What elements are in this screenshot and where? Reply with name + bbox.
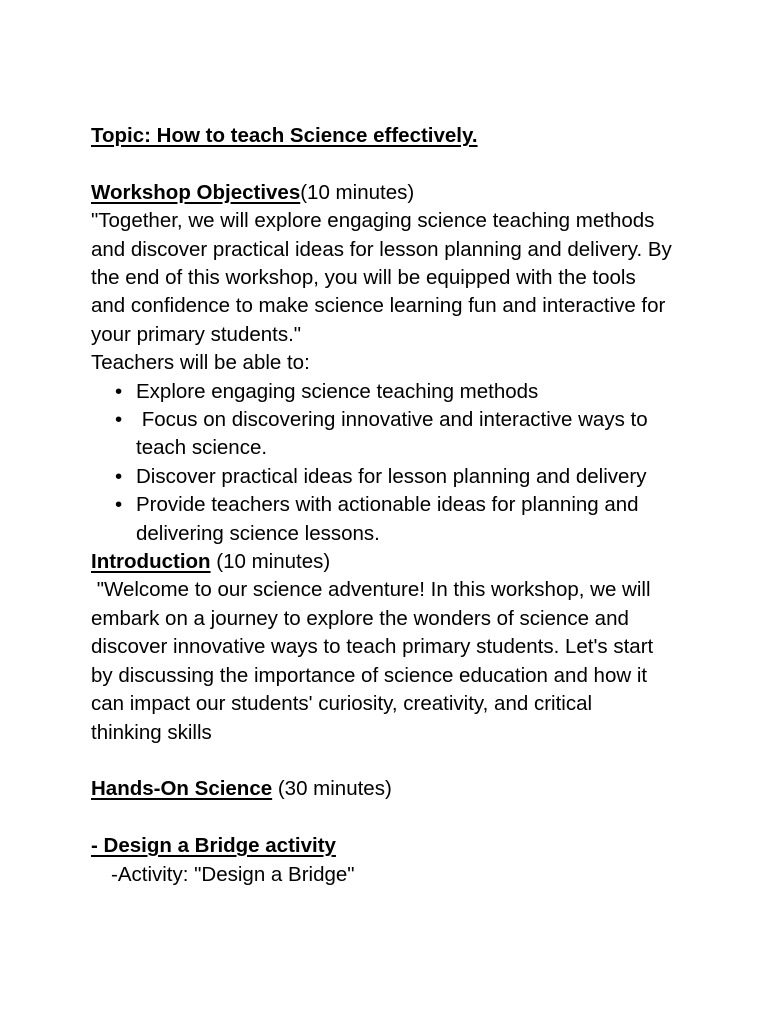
bridge-heading: - Design a Bridge activity [91, 834, 336, 858]
topic-heading: Topic: How to teach Science effectively. [91, 124, 478, 147]
bullet-item [91, 378, 691, 406]
introduction-text-line: by discussing the importance of science education and how it [91, 663, 648, 687]
bullet-text: delivering science lessons. [136, 521, 380, 545]
bullet-text: Focus on discovering innovative and interactive ways to [136, 408, 648, 432]
bullet-icon: • [115, 464, 123, 488]
objectives-lead: Teachers will be able to: [91, 351, 310, 375]
introduction-text-line: thinking skills [91, 720, 212, 744]
bullet-text: Provide teachers with actionable ideas for planning and [136, 493, 639, 517]
document-page [91, 122, 691, 889]
bullet-item [91, 463, 691, 491]
spacer [91, 747, 691, 775]
hands-on-duration: (30 minutes) [272, 777, 392, 801]
bullet-item [91, 491, 691, 548]
objectives-heading: Workshop Objectives [91, 180, 301, 204]
bullet-text: teach science. [136, 436, 268, 460]
hands-on-heading-line [91, 775, 691, 803]
objectives-bullet-list [91, 378, 691, 548]
objectives-heading-line [91, 179, 691, 207]
bullet-item [91, 406, 691, 463]
introduction-text-line: embark on a journey to explore the wonders of science and [91, 606, 629, 630]
bullet-icon: • [115, 493, 123, 517]
introduction-heading-line [91, 548, 691, 576]
introduction-duration: (10 minutes) [210, 550, 331, 574]
bullet-text: Discover practical ideas for lesson planning and delivery [136, 464, 647, 488]
objectives-duration: (10 minutes) [300, 180, 415, 204]
objectives-quote-line: the end of this workshop, you will be equipped with the tools [91, 266, 636, 290]
introduction-heading: Introduction [91, 550, 211, 574]
spacer [91, 150, 691, 178]
bullet-text: Explore engaging science teaching methods [136, 379, 539, 403]
introduction-text-line: "Welcome to our science adventure! In this workshop, we will [91, 578, 651, 602]
objectives-quote-line: "Together, we will explore engaging science teaching methods [91, 209, 655, 233]
objectives-quote-line: your primary students." [91, 322, 302, 346]
objectives-quote-line: and discover practical ideas for lesson planning and delivery. By [91, 237, 672, 261]
objectives-quote-line: and confidence to make science learning fun and interactive for [91, 294, 666, 318]
bullet-icon: • [115, 379, 123, 403]
introduction-text-line: discover innovative ways to teach primary students. Let's start [91, 635, 654, 659]
bridge-activity: -Activity: "Design a Bridge" [111, 862, 355, 886]
bullet-icon: • [115, 408, 123, 432]
hands-on-heading: Hands-On Science [91, 777, 273, 801]
spacer [91, 804, 691, 832]
introduction-text-line: can impact our students' curiosity, creativity, and critical [91, 692, 593, 716]
